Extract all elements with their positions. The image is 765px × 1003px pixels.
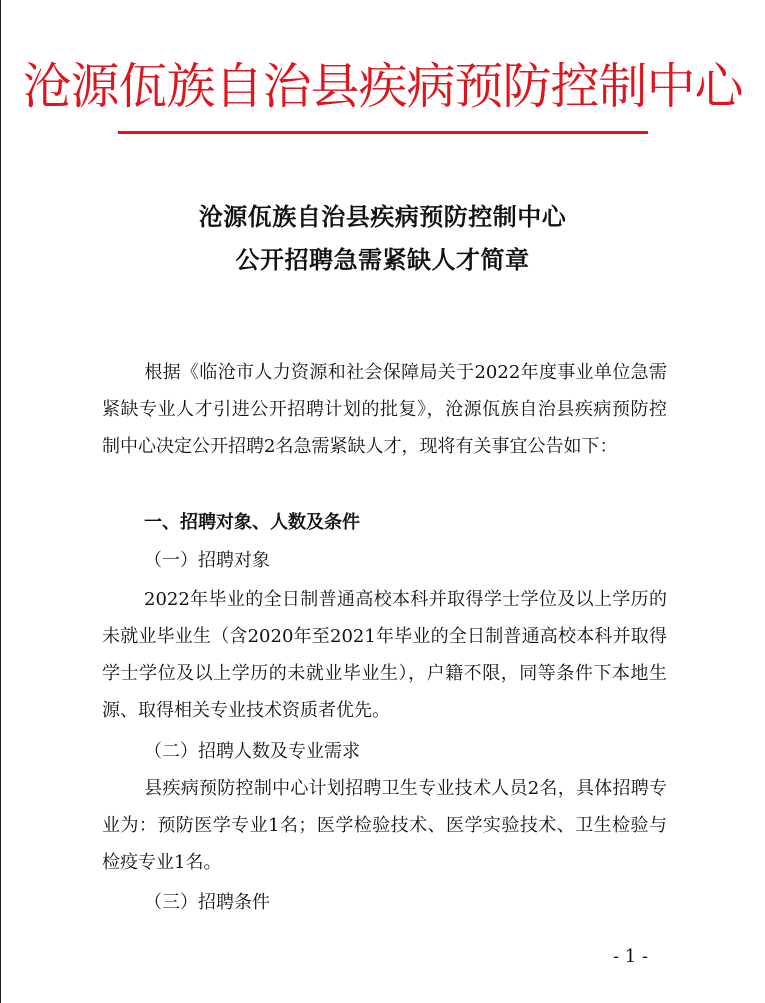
sub3-heading: （三）招聘条件 [144, 892, 270, 913]
intro-paragraph [102, 354, 667, 502]
sub1-paragraph [102, 581, 667, 729]
section1-heading: 一、招聘对象、人数及条件 [144, 512, 360, 533]
page-left-edge [0, 0, 1, 1003]
sub2-heading: （二）招聘人数及专业需求 [144, 741, 360, 762]
red-header-org-name: 沧源佤族自治县疾病预防控制中心 [22, 58, 743, 115]
sub2-paragraph [102, 770, 667, 881]
red-header-rule [118, 131, 648, 134]
document-title-line2: 公开招聘急需紧缺人才简章 [235, 245, 530, 274]
intro-text: 根据《临沧市人力资源和社会保障局关于2022年度事业单位急需紧缺专业人才引进公开招聘计划的批复》，沧源佤族自治县疾病预防控制中心决定公开招聘2名急需紧缺人才，现将有关事宜公告如下： [102, 362, 667, 457]
document-title-line1: 沧源佤族自治县疾病预防控制中心 [198, 202, 567, 231]
sub1-text: 2022年毕业的全日制普通高校本科并取得学士学位及以上学历的未就业毕业生（含2020年至2021年毕业的全日制普通高校本科并取得学士学位及以上学历的未就业毕业生），户籍不限，同等条件下本地生源、取得相关专业技术资质者优先。 [102, 589, 667, 721]
page-number: - 1 - [613, 946, 649, 967]
sub2-text: 县疾病预防控制中心计划招聘卫生专业技术人员2名，具体招聘专业为：预防医学专业1名；医学检验技术、医学实验技术、卫生检验与检疫专业1名。 [102, 778, 667, 873]
sub1-heading: （一）招聘对象 [144, 550, 270, 571]
